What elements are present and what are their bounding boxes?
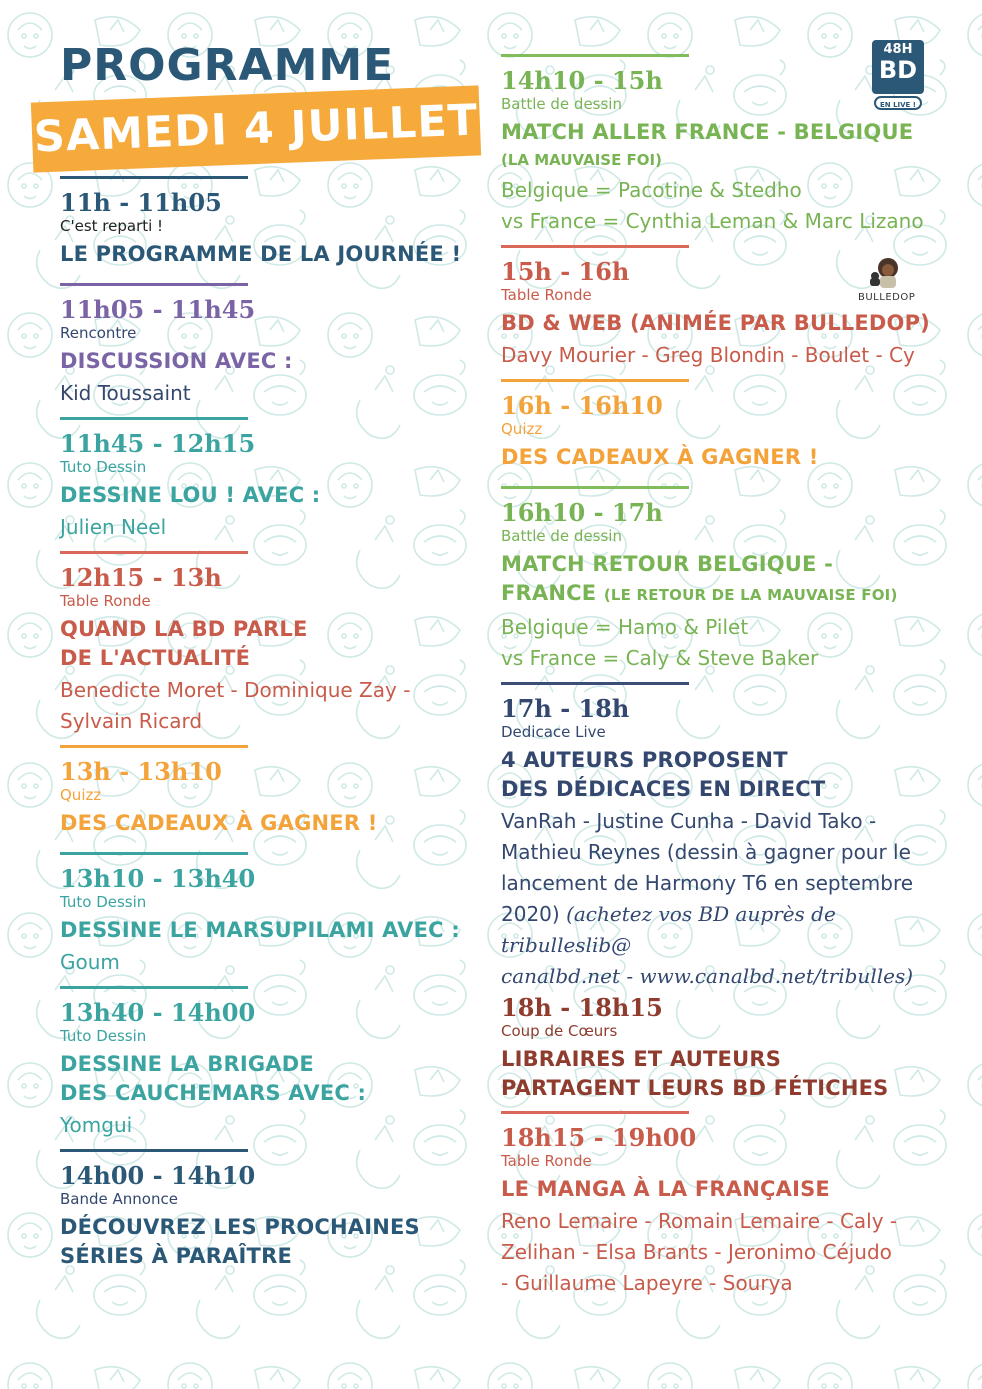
event-category: Quizz [501,420,543,438]
event-title [60,1213,480,1271]
event-title: MATCH ALLER FRANCE - BELGIQUE [501,120,914,144]
event-people: Davy Mourier - Greg Blondin - Boulet - Cy [501,343,915,367]
event-category: Battle de dessin [501,95,622,113]
event-people [501,806,941,992]
event-title: DISCUSSION AVEC : [60,349,293,373]
event-item [60,745,480,838]
event-category: Coup de Cœurs [501,1022,618,1040]
event-people: Goum [60,950,120,974]
event-divider [60,1149,248,1152]
event-divider [501,1111,689,1114]
event-divider [60,176,248,179]
event-title: DES CADEAUX À GAGNER ! [501,445,819,469]
event-people-line: vs France = Caly & Steve Baker [501,646,819,670]
event-title-line: SÉRIES À PARAÎTRE [60,1244,292,1268]
event-people-line: Sylvain Ricard [60,709,203,733]
event-people-line: Belgique = Pacotine & Stedho [501,178,802,202]
event-divider [60,417,248,420]
bulledop-character-icon [866,256,906,292]
event-people-line: Reno Lemaire - Romain Lemaire - Caly - [501,1209,898,1233]
event-title: DES CADEAUX À GAGNER ! [60,811,378,835]
event-divider [501,245,689,248]
event-time: 11h - 11h05 [60,188,222,217]
event-item [501,379,941,472]
event-title [501,1045,941,1103]
event-divider [501,486,689,489]
event-time: 18h - 18h15 [501,993,663,1022]
event-time: 18h15 - 19h00 [501,1123,697,1152]
event-category: Tuto Dessin [60,893,147,911]
event-category: Quizz [60,786,102,804]
event-item [60,176,480,269]
event-title: DESSINE LOU ! AVEC : [60,483,321,507]
event-category: Table Ronde [60,592,151,610]
event-title-line: DESSINE LA BRIGADE [60,1052,314,1076]
event-title [60,1050,480,1108]
event-category: Table Ronde [501,286,592,304]
event-category: Dedicace Live [501,723,606,741]
event-item [60,852,480,978]
event-time: 13h10 - 13h40 [60,864,256,893]
event-title: BD & WEB (ANIMÉE PAR BULLEDOP) [501,311,930,335]
event-title-line: FRANCE [501,581,597,605]
event-people-line: Mathieu Reynes (dessin à gagner pour le [501,840,911,864]
event-people-line: Benedicte Moret - Dominique Zay - [60,678,411,702]
event-category: Tuto Dessin [60,458,147,476]
48h-bd-logo [872,40,924,114]
event-divider [60,551,248,554]
event-divider [501,379,689,382]
event-title-line: DES CAUCHEMARS AVEC : [60,1081,367,1105]
event-item [60,417,480,543]
page-title: PROGRAMME [60,40,395,91]
event-time: 14h10 - 15h [501,66,663,95]
event-category: Table Ronde [501,1152,592,1170]
event-divider [60,852,248,855]
event-item [501,994,941,1103]
event-title [501,550,941,610]
event-people-line: vs France = Cynthia Leman & Marc Lizano [501,209,924,233]
event-divider [60,283,248,286]
logo-en-live-badge: EN LIVE ! [874,96,922,110]
event-people [501,1206,941,1299]
event-item [60,1149,480,1271]
event-title [60,615,480,673]
event-title-line: DES DÉDICACES EN DIRECT [501,777,826,801]
schedule-left-column [60,176,480,1271]
event-title: DESSINE LE MARSUPILAMI AVEC : [60,918,460,942]
bulledop-logo-text: BULLEDOP [858,292,916,303]
logo-bd-text: BD [878,56,918,84]
bulledop-logo [858,256,914,314]
event-title: LE MANGA À LA FRANÇAISE [501,1177,830,1201]
event-title [501,746,941,804]
event-people-line: Zelihan - Elsa Brants - Jeronimo Céjudo [501,1240,892,1264]
event-title-line: PARTAGENT LEURS BD FÉTICHES [501,1076,889,1100]
event-divider [60,986,248,989]
event-item [501,1111,941,1299]
event-people [501,175,941,237]
event-time: 16h10 - 17h [501,498,663,527]
event-people-line: VanRah - Justine Cunha - David Tako - [501,809,877,833]
event-time: 15h - 16h [501,257,630,286]
event-people-note: (achetez vos BD auprès de tribulleslib@ [501,902,836,957]
logo-48h-text: 48H [883,42,913,57]
event-category: Battle de dessin [501,527,622,545]
event-time: 13h40 - 14h00 [60,998,256,1027]
event-title-line: 4 AUTEURS PROPOSENT [501,748,788,772]
event-category: Bande Annonce [60,1190,178,1208]
event-item [501,486,941,674]
event-divider [501,54,689,57]
event-title-note: (LE RETOUR DE LA MAUVAISE FOI) [603,586,898,604]
event-title-line: DÉCOUVREZ LES PROCHAINES [60,1215,420,1239]
event-time: 11h45 - 12h15 [60,429,256,458]
event-item [60,551,480,737]
event-time: 11h05 - 11h45 [60,295,256,324]
event-item [60,283,480,409]
event-people [60,675,480,737]
event-people-line: 2020) [501,902,560,926]
event-time: 12h15 - 13h [60,563,222,592]
event-people: Yomgui [60,1113,133,1137]
event-divider [60,745,248,748]
event-title-line: DE L'ACTUALITÉ [60,646,251,670]
event-people [501,612,941,674]
event-time: 16h - 16h10 [501,391,663,420]
event-people: Kid Toussaint [60,381,191,405]
event-people-line: Belgique = Hamo & Pilet [501,615,749,639]
event-item [501,682,941,992]
event-title-line: QUAND LA BD PARLE [60,617,308,641]
event-time: 17h - 18h [501,694,630,723]
event-subtitle: (LA MAUVAISE FOI) [501,151,662,169]
event-people-line: - Guillaume Lapeyre - Sourya [501,1271,793,1295]
date-banner: SAMEDI 4 JUILLET [31,85,481,172]
event-title-line: LIBRAIRES ET AUTEURS [501,1047,782,1071]
event-people: Julien Neel [60,515,167,539]
event-title: LE PROGRAMME DE LA JOURNÉE ! [60,242,462,266]
event-category: Rencontre [60,324,137,342]
event-category: C'est reparti ! [60,217,164,235]
event-category: Tuto Dessin [60,1027,147,1045]
event-divider [501,682,689,685]
event-people-line: lancement de Harmony T6 en septembre [501,871,914,895]
schedule-right-column [501,54,941,1299]
event-time: 14h00 - 14h10 [60,1161,256,1190]
event-people-note: canalbd.net - www.canalbd.net/tribulles) [501,964,914,988]
event-time: 13h - 13h10 [60,757,222,786]
event-title-line: MATCH RETOUR BELGIQUE - [501,552,834,576]
event-item [60,986,480,1141]
